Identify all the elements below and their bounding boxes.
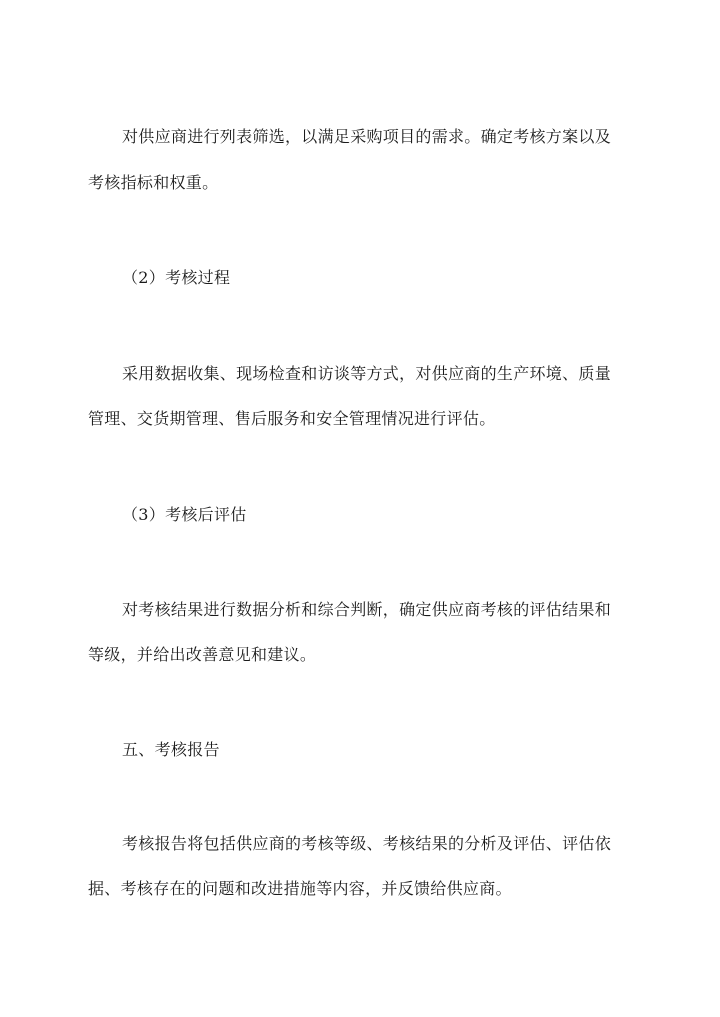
paragraph-screening-line-2: 考核指标和权重。 — [88, 173, 219, 192]
heading-post-assessment: （3）考核后评估 — [122, 505, 247, 524]
paragraph-evaluation-line-1: 对考核结果进行数据分析和综合判断，确定供应商考核的评估结果和 — [122, 600, 612, 619]
paragraph-evaluation-line-2: 等级，并给出改善意见和建议。 — [88, 645, 317, 664]
paragraph-process-line-1: 采用数据收集、现场检查和访谈等方式，对供应商的生产环境、质量 — [122, 364, 612, 383]
paragraph-screening-line-1: 对供应商进行列表筛选，以满足采购项目的需求。确定考核方案以及 — [122, 127, 612, 146]
paragraph-process-line-2: 管理、交货期管理、售后服务和安全管理情况进行评估。 — [88, 409, 496, 428]
heading-assessment-process: （2）考核过程 — [122, 268, 231, 287]
heading-assessment-report: 五、考核报告 — [122, 740, 220, 759]
paragraph-report-line-2: 据、考核存在的问题和改进措施等内容，并反馈给供应商。 — [88, 879, 512, 898]
paragraph-report-line-1: 考核报告将包括供应商的考核等级、考核结果的分析及评估、评估依 — [122, 834, 612, 853]
